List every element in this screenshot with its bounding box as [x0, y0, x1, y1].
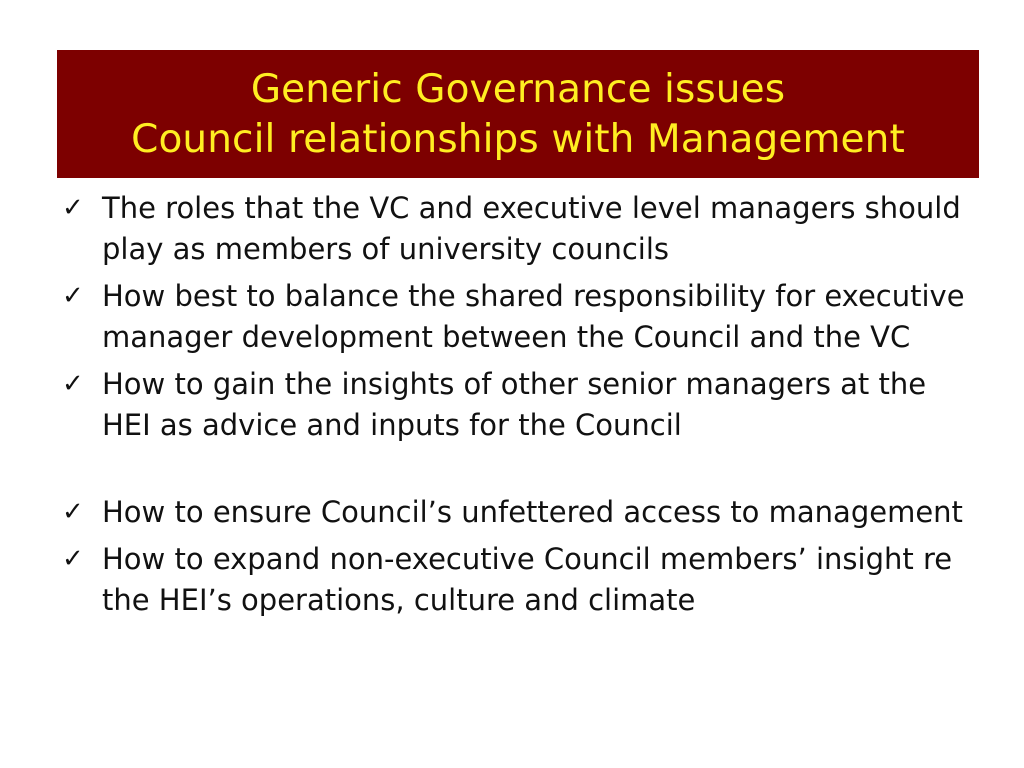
- checkmark-icon: ✓: [62, 544, 84, 574]
- bullet-item: [60, 188, 980, 270]
- bullet-text: How to expand non-executive Council members’ insight re the HEI’s operations, culture and climate: [102, 542, 953, 617]
- bullet-item: [60, 276, 980, 358]
- bullet-item: [60, 364, 980, 446]
- checkmark-icon: ✓: [62, 193, 84, 223]
- checkmark-icon: ✓: [62, 281, 84, 311]
- title-line-2: Council relationships with Management: [131, 117, 905, 162]
- bullet-item: [60, 539, 980, 621]
- bullet-text: How to gain the insights of other senior managers at the HEI as advice and inputs for the Council: [102, 367, 927, 442]
- bullet-text: How best to balance the shared responsibility for executive manager development between the Council and the VC: [102, 279, 965, 354]
- bullet-list: [60, 188, 980, 627]
- checkmark-icon: ✓: [62, 497, 84, 527]
- bullet-item: [60, 492, 980, 533]
- title-line-1: Generic Governance issues: [250, 67, 786, 112]
- checkmark-icon: ✓: [62, 369, 84, 399]
- bullet-text: The roles that the VC and executive level managers should play as members of university councils: [102, 191, 961, 266]
- title-bar: [57, 50, 979, 178]
- bullet-text: How to ensure Council’s unfettered access to management: [102, 495, 963, 529]
